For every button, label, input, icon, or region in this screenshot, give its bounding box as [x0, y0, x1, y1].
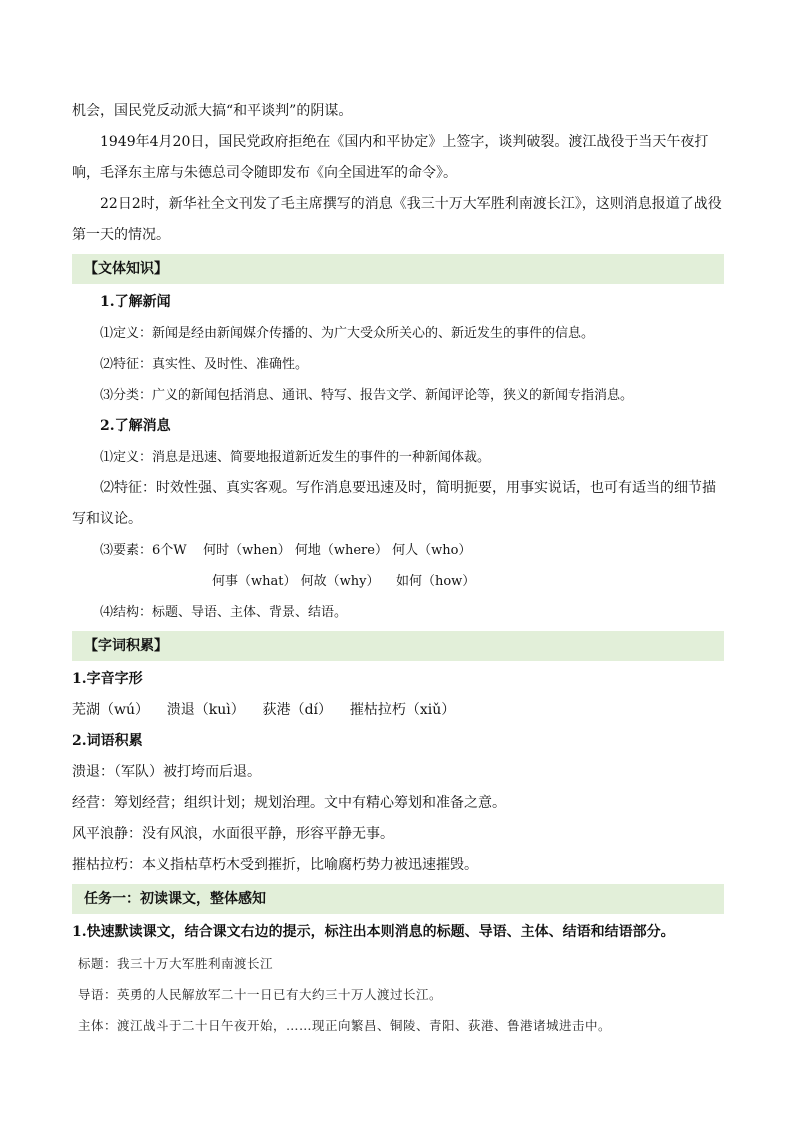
- intro-paragraph-1: 机会，国民党反动派大搞“和平谈判”的阴谋。: [72, 103, 353, 119]
- section-band-task1: 任务一：初读课文，整体感知: [72, 884, 724, 914]
- wenti-news-definition: ⑴定义：新闻是经由新闻媒介传播的、为广大受众所关心的、新近发生的事件的信息。: [100, 326, 595, 341]
- zici-word-kuitui: 溃退：（军队）被打垮而后退。: [72, 764, 261, 780]
- intro-paragraph-2: 1949年4月20日，国民党政府拒绝在《国内和平协定》上签字，谈判破裂。渡江战役于当天午夜打响，毛泽东主席与朱德总司令随即发布《向全国进军的命令》。: [72, 134, 709, 181]
- wenti-report-structure: ⑷结构：标题、导语、主体、背景、结语。: [100, 605, 348, 620]
- task1-answer-title: 标题：我三十万大军胜利南渡长江: [78, 956, 274, 971]
- task1-answer-lead: 导语：英勇的人民解放军二十一日已有大约三十万人渡过长江。: [78, 987, 443, 1002]
- wenti-report-features: ⑵特征：时效性强、真实客观。写作消息要迅速及时，简明扼要，用事实说话，也可有适当的细节描写和议论。: [72, 480, 716, 527]
- zici-pronunciation-words: 芜湖（wú） 溃退（kuì） 荻港（dí） 摧枯拉朽（xiǔ）: [72, 702, 456, 718]
- wenti-news-classification: ⑶分类：广义的新闻包括消息、通讯、特写、报告文学、新闻评论等，狭义的新闻专指消息。: [100, 388, 634, 403]
- zici-word-cuikulaxiu: 摧枯拉朽：本义指枯草朽木受到摧折，比喻腐朽势力被迅速摧毁。: [72, 857, 478, 873]
- task1-question: 1.快速默读课文，结合课文右边的提示，标注出本则消息的标题、导语、主体、结语和结语部分。: [72, 924, 675, 940]
- wenti-report-elements-row-2: 何事（what） 何故（why） 如何（how）: [212, 574, 476, 589]
- zici-heading-2: 2.词语积累: [72, 733, 143, 749]
- task1-answer-body: 主体：渡江战斗于二十日午夜开始，……现正向繁昌、铜陵、青阳、荻港、鲁港诸城进击中。: [78, 1018, 612, 1033]
- wenti-report-elements-row-1: ⑶要素：6个W 何时（when） 何地（where） 何人（who）: [100, 543, 472, 558]
- zici-heading-1: 1.字音字形: [72, 671, 143, 687]
- zici-word-jingying: 经营：筹划经营；组织计划；规划治理。文中有精心筹划和准备之意。: [72, 795, 506, 811]
- zici-word-fengpinglangjing: 风平浪静：没有风浪，水面很平静，形容平静无事。: [72, 826, 394, 842]
- section-band-wenti: 【文体知识】: [72, 254, 724, 284]
- wenti-heading-1: 1.了解新闻: [100, 294, 171, 310]
- wenti-heading-2: 2.了解消息: [100, 418, 171, 434]
- document-page: [72, 96, 724, 1041]
- intro-paragraph-3: 22日2时，新华社全文刊发了毛主席撰写的消息《我三十万大军胜利南渡长江》，这则消息报道了战役第一天的情况。: [72, 196, 722, 243]
- section-band-zici: 【字词积累】: [72, 631, 724, 661]
- wenti-news-features: ⑵特征：真实性、及时性、准确性。: [100, 357, 309, 372]
- wenti-report-definition: ⑴定义：消息是迅速、简要地报道新近发生的事件的一种新闻体裁。: [100, 450, 491, 465]
